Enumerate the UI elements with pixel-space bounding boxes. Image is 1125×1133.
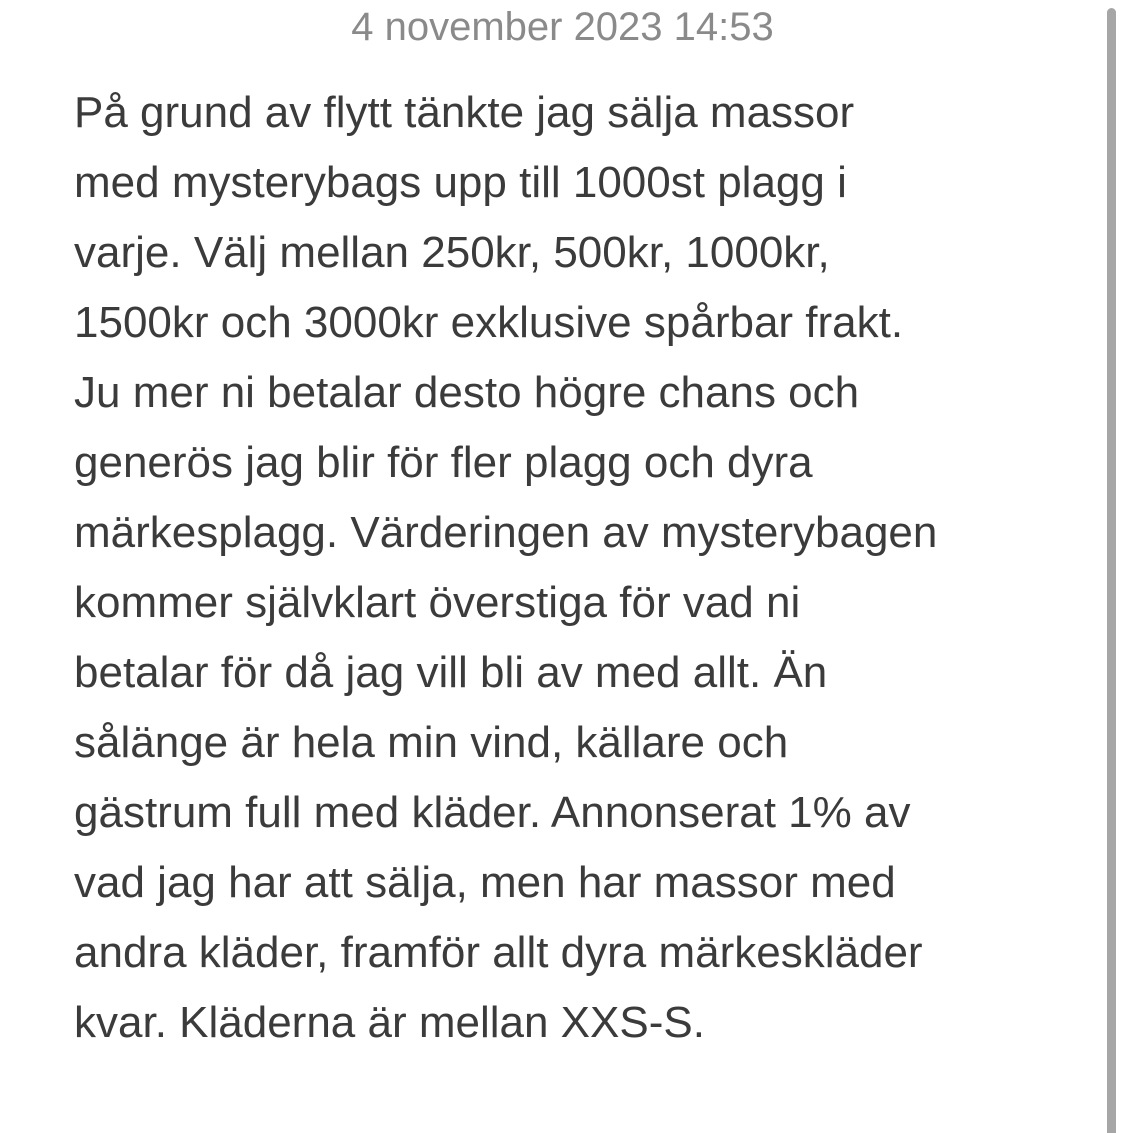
message-line: kommer självklart överstiga för vad ni	[74, 578, 801, 627]
message-line: 1500kr och 3000kr exklusive spårbar frakt.	[74, 298, 904, 347]
message-line: kvar. Kläderna är mellan XXS-S.	[74, 998, 705, 1047]
message-line: märkesplagg. Värderingen av mysterybagen	[74, 508, 938, 557]
message-line: sålänge är hela min vind, källare och	[74, 718, 789, 767]
message-timestamp: 4 november 2023 14:53	[351, 5, 774, 49]
message-line: gästrum full med kläder. Annonserat 1% av	[74, 788, 911, 837]
message-line: På grund av flytt tänkte jag sälja massor	[74, 88, 855, 137]
message-line: vad jag har att sälja, men har massor med	[74, 858, 896, 907]
message-line: generös jag blir för fler plagg och dyra	[74, 438, 813, 487]
vertical-scrollbar[interactable]	[1107, 8, 1116, 1133]
message-line: betalar för då jag vill bli av med allt. Än	[74, 648, 828, 697]
message-body	[74, 78, 1074, 1058]
message-line: med mysterybags upp till 1000st plagg i	[74, 158, 847, 207]
message-line: varje. Välj mellan 250kr, 500kr, 1000kr,	[74, 228, 830, 277]
message-line: andra kläder, framför allt dyra märkeskläder	[74, 928, 923, 977]
message-line: Ju mer ni betalar desto högre chans och	[74, 368, 860, 417]
